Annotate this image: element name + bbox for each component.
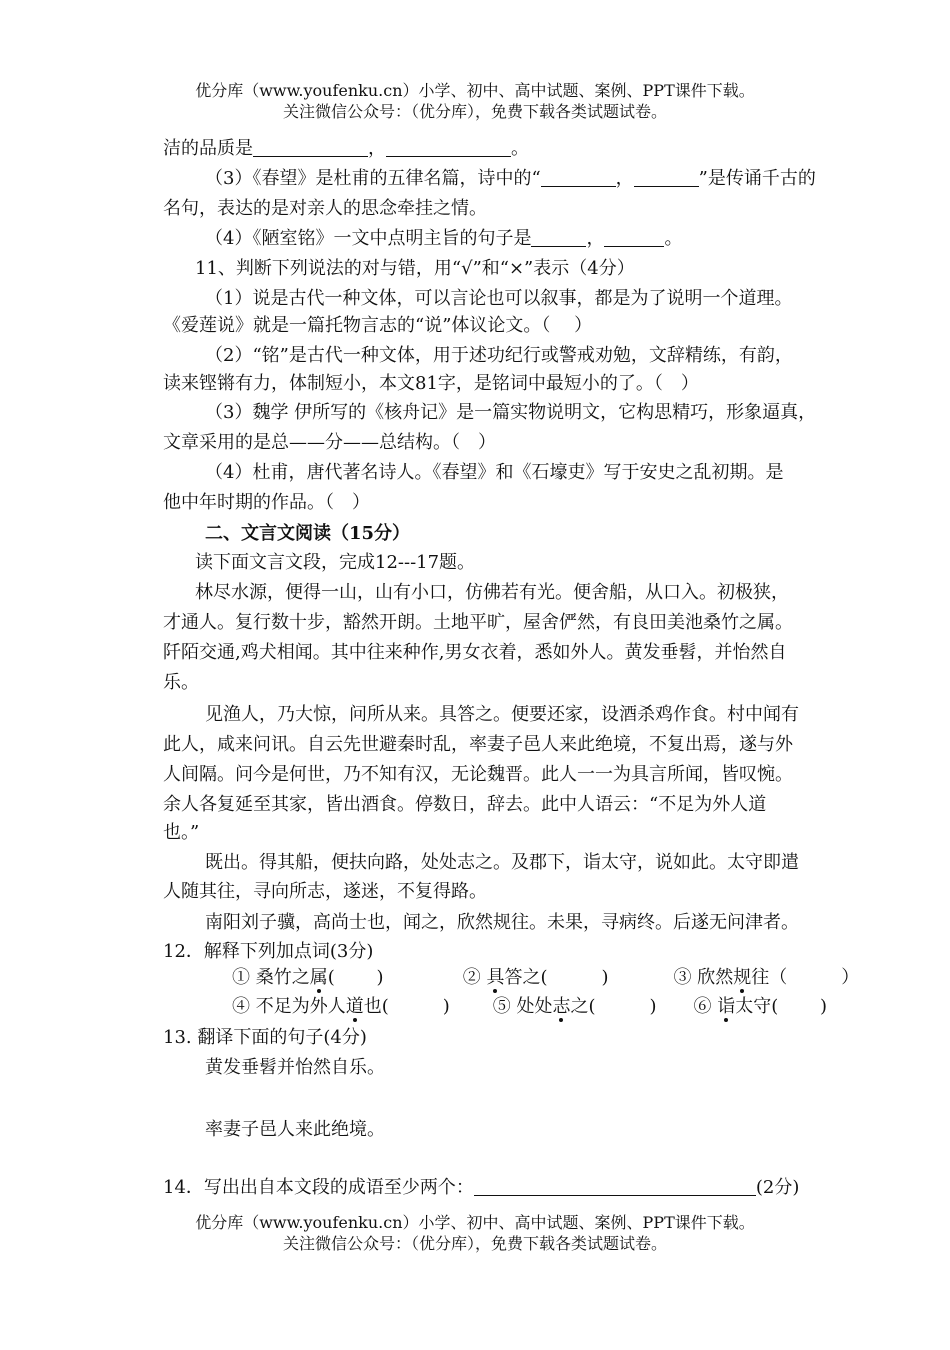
- q11-item-3b: 文章采用的是总——分——总结构。（ ）: [163, 432, 496, 453]
- q12-item: [232, 963, 457, 993]
- q12-item: [493, 992, 688, 1022]
- text: 。: [511, 138, 529, 159]
- header-line-2: 关注微信公众号：（优分库），免费下载各类试题试卷。: [282, 102, 667, 121]
- passage-line: 人随其往，寻向所志，遂迷，不复得路。: [163, 881, 487, 902]
- answer-paren[interactable]: 往（ ）: [751, 967, 860, 988]
- q12-title: 12．解释下列加点词(3分): [163, 941, 374, 962]
- dotted-word: 志: [552, 996, 571, 1017]
- answer-blank[interactable]: [531, 228, 586, 247]
- dotted-word: 诣: [717, 996, 736, 1017]
- answer-blank[interactable]: [474, 1177, 756, 1196]
- q12-item: [693, 992, 827, 1022]
- text: ① 桑竹之: [232, 967, 310, 988]
- q13-sentence-2: 率妻子邑人来此绝境。: [205, 1119, 385, 1140]
- q14-line: [163, 1173, 883, 1203]
- text: ，: [586, 228, 605, 249]
- answer-paren[interactable]: 之( ): [570, 996, 657, 1017]
- q14-label: 14．写出出自本文段的成语至少两个：: [163, 1177, 474, 1198]
- q11-item-3a: （3）魏学 伊所写的《核舟记》是一篇实物说明文，它构思精巧，形象逼真，: [205, 402, 817, 423]
- passage-line: 此人，咸来问讯。自云先世避秦时乱，率妻子邑人来此绝境，不复出焉，遂与外: [163, 734, 793, 755]
- q10-line-1: [163, 134, 883, 164]
- q11-item-1b: 《爱莲说》就是一篇托物言志的“说”体议论文。（ ）: [163, 315, 593, 336]
- q12-item: [463, 963, 668, 993]
- dotted-word: 属: [309, 967, 328, 988]
- answer-paren[interactable]: 也( ): [363, 996, 450, 1017]
- dotted-word: 具: [486, 967, 505, 988]
- passage-line: 南阳刘子骥，高尚士也，闻之，欣然规往。未果，寻病终。后遂无问津者。: [205, 912, 799, 933]
- text: （4）《陋室铭》一文中点明主旨的句子是: [205, 228, 532, 249]
- q10-line-3: 名句，表达的是对亲人的思念牵挂之情。: [163, 198, 487, 219]
- q12-row-2: [232, 992, 950, 1022]
- passage-line: 余人各复延至其家，皆出酒食。停数日，辞去。此中人语云：“不足为外人道: [163, 794, 767, 815]
- q11-title: 11、判断下列说法的对与错，用“√”和“×”表示（4分）: [195, 258, 635, 279]
- q11-item-4a: （4）杜甫，唐代著名诗人。《春望》和《石壕吏》写于安史之乱初期。是: [205, 462, 784, 483]
- q12-item: [673, 963, 859, 993]
- answer-paren[interactable]: ( ): [327, 967, 384, 988]
- passage-line: 见渔人，乃大惊，问所从来。具答之。便要还家，设酒杀鸡作食。村中闻有: [205, 704, 799, 725]
- text: ②: [462, 967, 487, 988]
- footer-line-2: 关注微信公众号：（优分库），免费下载各类试题试卷。: [282, 1234, 667, 1253]
- q12-item: [232, 992, 487, 1022]
- q11-item-2a: （2）“铭”是古代一种文体，用于述功纪行或警戒劝勉，文辞精练，有韵，: [205, 345, 793, 366]
- q14-score: (2分): [755, 1177, 800, 1198]
- q10-line-2: [205, 164, 925, 194]
- passage-line: 才通人。复行数十步，豁然开朗。土地平旷，屋舍俨然，有良田美池桑竹之属。: [163, 612, 793, 633]
- answer-paren[interactable]: 太守( ): [735, 996, 827, 1017]
- answer-blank[interactable]: [604, 228, 664, 247]
- section-title: 二、文言文阅读（15分）: [205, 523, 411, 544]
- dotted-word: 道: [345, 996, 364, 1017]
- passage-line: 乐。: [163, 672, 199, 693]
- q11-item-1a: （1）说是古代一种文体，可以言论也可以叙事，都是为了说明一个道理。: [205, 288, 793, 309]
- passage-line: 林尽水源，便得一山，山有小口，仿佛若有光。便舍船，从口入。初极狭，: [195, 582, 789, 603]
- text: （3）《春望》是杜甫的五律名篇，诗中的“: [205, 168, 541, 189]
- answer-blank[interactable]: [253, 138, 368, 157]
- footer-line-1: 优分库（www.youfenku.cn）小学、初中、高中试题、案例、PPT课件下载。: [195, 1213, 755, 1232]
- q13-sentence-1: 黄发垂髫并怡然自乐。: [205, 1057, 385, 1078]
- dotted-word: 规: [733, 967, 752, 988]
- text: ，: [615, 168, 634, 189]
- text: ④ 不足为外人: [232, 996, 346, 1017]
- passage-line: 阡陌交通,鸡犬相闻。其中往来种作,男女衣着，悉如外人。黄发垂髫，并怡然自: [163, 642, 787, 663]
- text: 洁的品质是: [163, 138, 253, 159]
- passage-line: 也。”: [163, 822, 200, 843]
- answer-blank[interactable]: [541, 168, 616, 187]
- passage-line: 既出。得其船，便扶向路，处处志之。及郡下，诣太守，说如此。太守即遣: [205, 852, 799, 873]
- answer-blank[interactable]: [386, 138, 511, 157]
- q13-title: 13. 翻译下面的句子(4分): [163, 1027, 367, 1048]
- passage-line: 人间隔。问今是何世，乃不知有汉，无论魏晋。此人一一为具言所闻，皆叹惋。: [163, 764, 793, 785]
- text: ③ 欣然: [673, 967, 734, 988]
- text: ⑤ 处处: [492, 996, 553, 1017]
- header-line-1: 优分库（www.youfenku.cn）小学、初中、高中试题、案例、PPT课件下载。: [195, 81, 755, 100]
- text: ”是传诵千古的: [698, 168, 816, 189]
- answer-paren[interactable]: 答之( ): [504, 967, 609, 988]
- text: ⑥: [693, 996, 718, 1017]
- text: 。: [664, 228, 683, 249]
- q11-item-4b: 他中年时期的作品。（ ）: [163, 492, 370, 513]
- q11-item-2b: 读来铿锵有力，体制短小，本文81字，是铭词中最短小的了。（ ）: [163, 373, 699, 394]
- text: ，: [368, 138, 386, 159]
- q12-row-1: [232, 963, 950, 993]
- section-instruction: 读下面文言文段，完成12---17题。: [195, 552, 476, 573]
- answer-blank[interactable]: [634, 168, 699, 187]
- q10-line-4: [205, 224, 925, 254]
